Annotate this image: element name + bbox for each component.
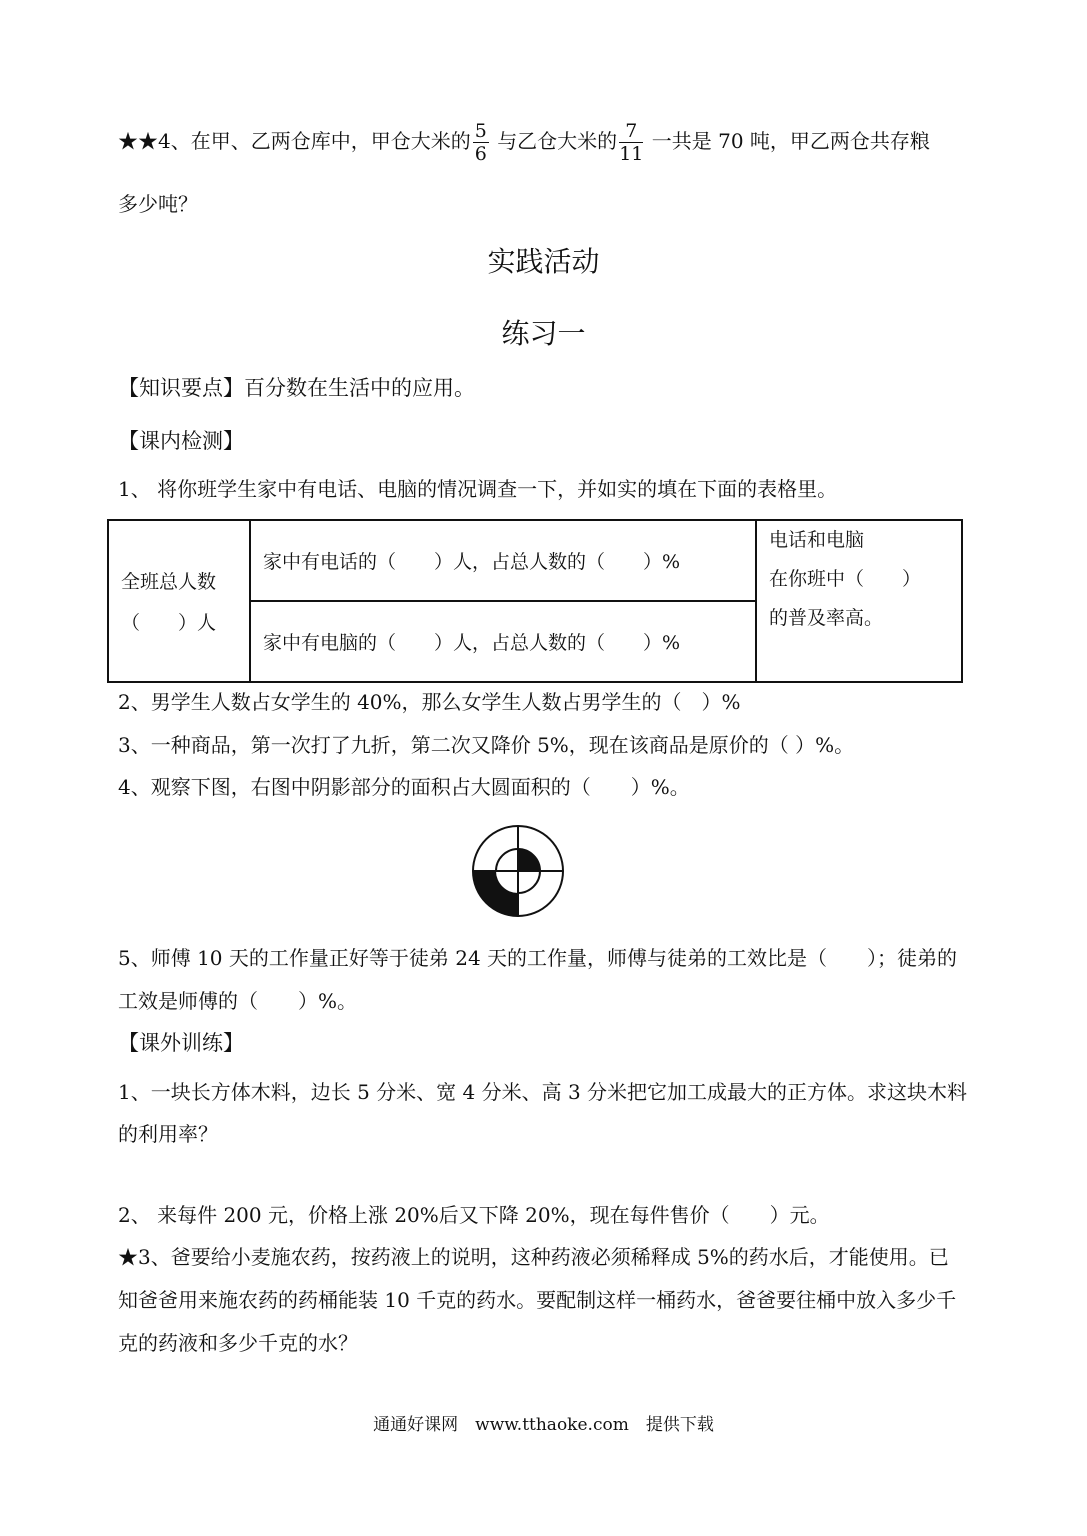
popularity-cell — [756, 520, 962, 682]
shaded-circle-figure — [470, 823, 566, 919]
in-class-q3: 3、一种商品，第一次打了九折，第二次又降价 5%，现在该商品是原价的（ ）%。 — [118, 733, 855, 757]
footer-text: 通通好课网 www.tthaoke.com 提供下载 — [373, 1415, 714, 1435]
popularity-line2: 在你班中（ ） — [769, 568, 922, 590]
total-cell — [108, 520, 250, 682]
prev-problem-line2: 多少吨？ — [118, 192, 198, 216]
out-class-label: 【课外训练】 — [118, 1031, 244, 1055]
in-class-label: 【课内检测】 — [118, 429, 244, 453]
out-class-q1-line1: 1、一块长方体木料，边长 5 分米、宽 4 分米、高 3 分米把它加工成最大的正方体。求这块木料 — [118, 1080, 968, 1104]
survey-table — [107, 519, 963, 683]
fraction-numerator: 5 — [474, 120, 487, 142]
in-class-q5-line1: 5、师傅 10 天的工作量正好等于徒弟 24 天的工作量，师傅与徒弟的工效比是（ ）；徒弟的 — [118, 946, 958, 970]
computer-row: 家中有电脑的（ ）人，占总人数的（ ）% — [250, 601, 756, 682]
fraction-numerator: 7 — [619, 120, 643, 143]
fraction-denominator: 6 — [474, 143, 487, 165]
prev-problem-line1 — [118, 120, 930, 165]
knowledge-text: 百分数在生活中的应用。 — [244, 376, 475, 400]
out-class-q3-line2: 知爸爸用来施农药的药桶能装 10 千克的药水。要配制这样一桶药水，爸爸要往桶中放入多少千 — [118, 1288, 957, 1312]
fraction-denominator: 11 — [619, 143, 644, 165]
popularity-line3: 的普及率高。 — [769, 607, 884, 629]
page-title: 实践活动 — [487, 245, 600, 278]
knowledge-section — [118, 372, 475, 402]
out-class-q3-line1: ★3、爸要给小麦施农药，按药液上的说明，这种药液必须稀释成 5%的药水后，才能使用。已 — [118, 1245, 949, 1269]
in-class-q1: 1、 将你班学生家中有电话、电脑的情况调查一下，并如实的填在下面的表格里。 — [118, 477, 838, 501]
out-class-q3-line3: 克的药液和多少千克的水？ — [118, 1331, 358, 1355]
out-class-q2: 2、 来每件 200 元，价格上涨 20%后又下降 20%，现在每件售价（ ）元。 — [118, 1203, 830, 1227]
in-class-q2: 2、男学生人数占女学生的 40%，那么女学生人数占男学生的（ ）% — [118, 690, 741, 714]
prev-problem-middle: 与乙仓大米的 — [497, 129, 618, 153]
page-subtitle: 练习一 — [501, 317, 586, 350]
in-class-q5-line2: 工效是师傅的（ ）%。 — [118, 989, 358, 1013]
phone-row: 家中有电话的（ ）人，占总人数的（ ）% — [250, 520, 756, 601]
fraction-5-6 — [473, 120, 489, 165]
prev-problem-prefix: ★★4、在甲、乙两仓库中，甲仓大米的 — [118, 129, 471, 153]
total-label: 全班总人数 — [121, 571, 217, 593]
total-blank: （ ）人 — [121, 612, 217, 634]
popularity-line1: 电话和电脑 — [769, 529, 865, 551]
out-class-q1-line2: 的利用率？ — [118, 1122, 218, 1146]
in-class-q4: 4、观察下图，右图中阴影部分的面积占大圆面积的（ ）%。 — [118, 775, 690, 799]
knowledge-label: 【知识要点】 — [118, 376, 244, 400]
fraction-7-11 — [619, 120, 643, 165]
prev-problem-suffix: 一共是 70 吨，甲乙两仓共存粮 — [651, 129, 930, 153]
